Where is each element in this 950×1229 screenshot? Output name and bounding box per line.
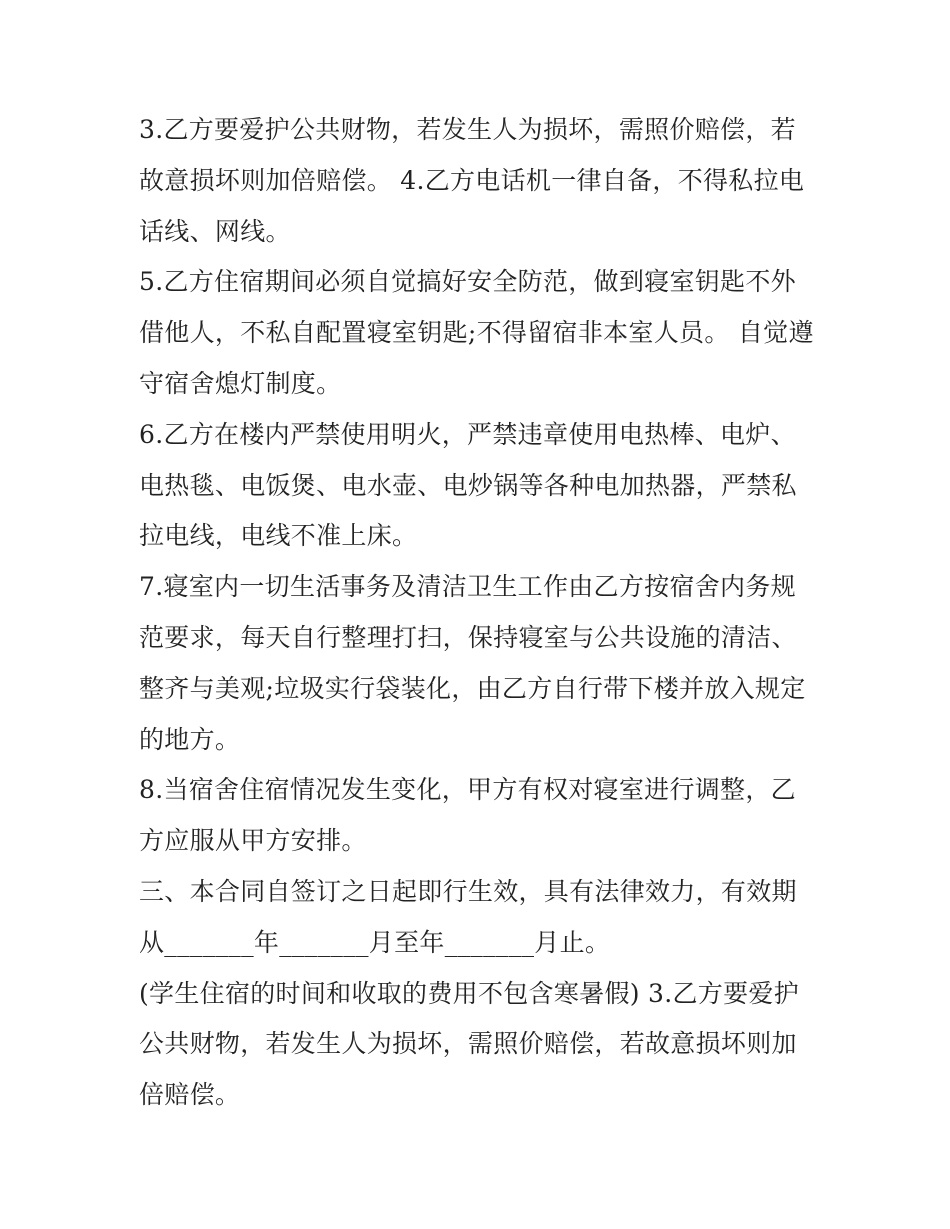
clause-8-paragraph: 8.当宿舍住宿情况发生变化，甲方有权对寝室进行调整，乙方应服从甲方安排。 [139, 775, 796, 856]
clause-3-and-4-paragraph: 3.乙方要爱护公共财物，若发生人为损坏，需照价赔偿，若故意损坏则加倍赔偿。 4.乙方电话机一律自备，不得私拉电话线、网线。 [139, 115, 805, 246]
section-3-validity-paragraph: 三、本合同自签订之日起即行生效，具有法律效力，有效期从_______年_______月至年_______月止。 [139, 876, 797, 957]
clause-6-paragraph: 6.乙方在楼内严禁使用明火，严禁违章使用电热棒、电炉、电热毯、电饭煲、电水壶、电炒锅等各种电加热器，严禁私拉电线，电线不准上床。 [139, 419, 797, 551]
note-paragraph: (学生住宿的时间和收取的费用不包含寒暑假) 3.乙方要爱护公共财物，若发生人为损坏，需照价赔偿，若故意损坏则加倍赔偿。 [139, 978, 800, 1110]
clause-5-paragraph: 5.乙方住宿期间必须自觉搞好安全防范，做到寝室钥匙不外借他人，不私自配置寝室钥匙;不得留宿非本室人员。 自觉遵守宿舍熄灯制度。 [139, 267, 814, 398]
document-body [139, 105, 819, 1121]
clause-7-paragraph: 7.寝室内一切生活事务及清洁卫生工作由乙方按宿舍内务规范要求，每天自行整理打扫，保持寝室与公共设施的清洁、整齐与美观;垃圾实行袋装化，由乙方自行带下楼并放入规定的地方。 [139, 572, 806, 754]
